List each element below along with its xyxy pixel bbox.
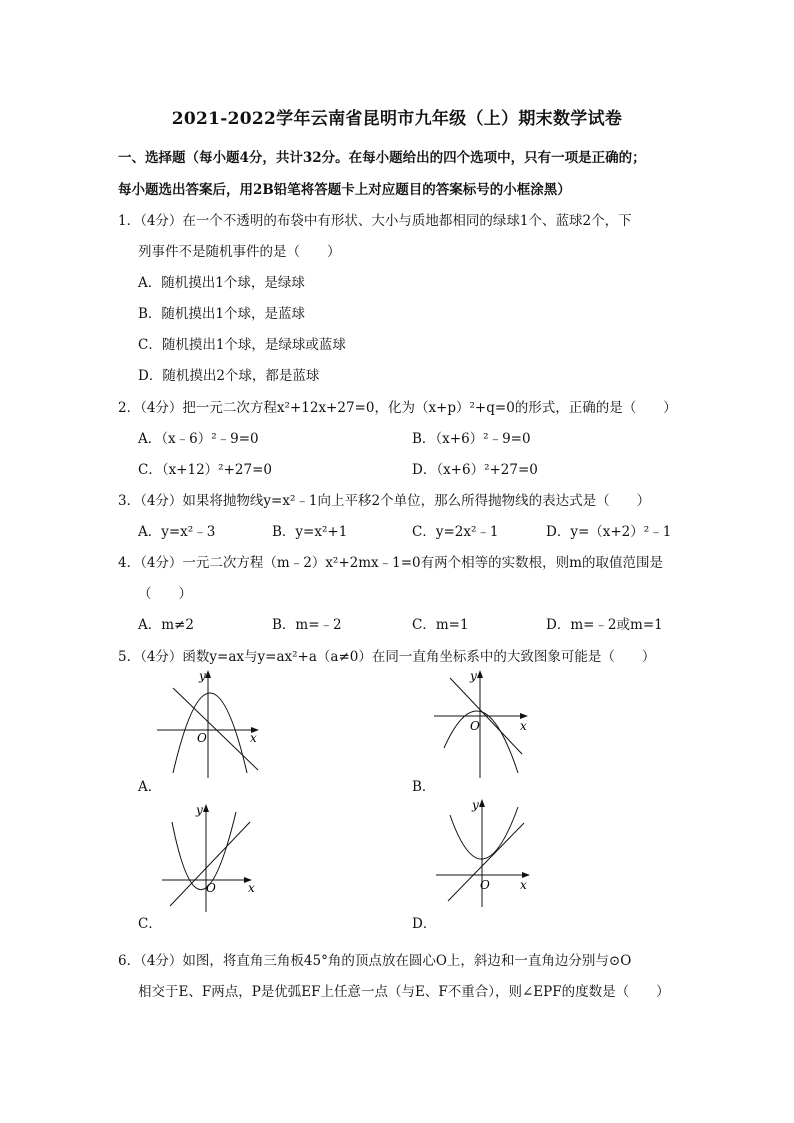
q3-option-a: A．y=x²﹣3 <box>138 524 216 540</box>
q3-option-b: B．y=x²+1 <box>272 524 348 540</box>
q3-option-c: C．y=2x²﹣1 <box>412 524 499 540</box>
q2-stem: 2．（4分）把一元二次方程x²+12x+27=0，化为（x+p）²+q=0的形式，正确的是（ ） <box>118 400 677 416</box>
origin-label: O <box>470 719 480 733</box>
q5-graph-c <box>160 802 270 914</box>
origin-label: O <box>480 878 490 892</box>
q5-graph-b <box>432 668 552 780</box>
q4-option-c: C．m=1 <box>412 617 469 633</box>
q1-option-c: C．随机摸出1个球，是绿球或蓝球 <box>138 337 346 353</box>
q6-stem-line-2: 相交于E、F两点，P是优弧EF上任意一点（与E、F不重合），则∠EPF的度数是（ ） <box>138 984 670 1000</box>
y-axis-label: y <box>196 803 203 817</box>
y-axis-label: y <box>472 798 479 812</box>
q5-label-c: C． <box>138 916 162 932</box>
q4-option-a: A．m≠2 <box>138 617 194 633</box>
q1-option-b: B．随机摸出1个球，是蓝球 <box>138 306 306 322</box>
x-axis-label: x <box>520 719 527 733</box>
q2-option-a: A．（x﹣6）²﹣9=0 <box>138 431 259 447</box>
y-axis-label: y <box>470 669 477 683</box>
q2-option-c: C．（x+12）²+27=0 <box>138 462 272 478</box>
q5-label-b: B． <box>412 779 436 795</box>
x-axis-label: x <box>520 878 527 892</box>
origin-label: O <box>206 881 216 895</box>
q3-option-d: D．y=（x+2）²﹣1 <box>546 524 672 540</box>
q1-option-a: A．随机摸出1个球，是绿球 <box>138 275 305 291</box>
q5-graph-d <box>434 797 554 909</box>
q1-option-d: D．随机摸出2个球，都是蓝球 <box>138 368 320 384</box>
q3-stem: 3．（4分）如果将抛物线y=x²﹣1向上平移2个单位，那么所得抛物线的表达式是（ ） <box>118 493 651 509</box>
q1-stem-line-1: 1．（4分）在一个不透明的布袋中有形状、大小与质地都相同的绿球1个、蓝球2个，下 <box>118 213 632 229</box>
x-axis-label: x <box>248 881 255 895</box>
x-axis-label: x <box>250 731 257 745</box>
y-axis-label: y <box>199 669 206 683</box>
page-title: 2021-2022学年云南省昆明市九年级（上）期末数学试卷 <box>171 109 623 129</box>
q2-option-b: B．（x+6）²﹣9=0 <box>412 431 531 447</box>
q6-stem-line-1: 6．（4分）如图，将直角三角板45°角的顶点放在圆心O上，斜边和一直角边分别与⊙O <box>118 953 632 969</box>
q5-graph-a <box>155 668 275 780</box>
q4-option-d: D．m=﹣2或m=1 <box>546 617 663 633</box>
q5-label-a: A． <box>138 779 162 795</box>
origin-label: O <box>197 731 207 745</box>
q1-stem-line-2: 列事件不是随机事件的是（ ） <box>138 244 341 260</box>
section-heading-line-2: 每小题选出答案后，用2B铅笔将答题卡上对应题目的答案标号的小框涂黑） <box>118 182 571 198</box>
q5-stem: 5．（4分）函数y=ax与y=ax²+a（a≠0）在同一直角坐标系中的大致图象可能是（ ） <box>118 649 656 665</box>
q4-stem-line-2: （ ） <box>138 586 192 602</box>
q2-option-d: D．（x+6）²+27=0 <box>412 462 538 478</box>
q5-label-d: D． <box>412 916 437 932</box>
section-heading-line-1: 一、选择题（每小题4分，共计32分。在每小题给出的四个选项中，只有一项是正确的； <box>118 150 646 166</box>
q4-stem-line-1: 4．（4分）一元二次方程（m﹣2）x²+2mx﹣1=0有两个相等的实数根，则m的取值范围是 <box>118 555 663 571</box>
q4-option-b: B．m=﹣2 <box>272 617 342 633</box>
